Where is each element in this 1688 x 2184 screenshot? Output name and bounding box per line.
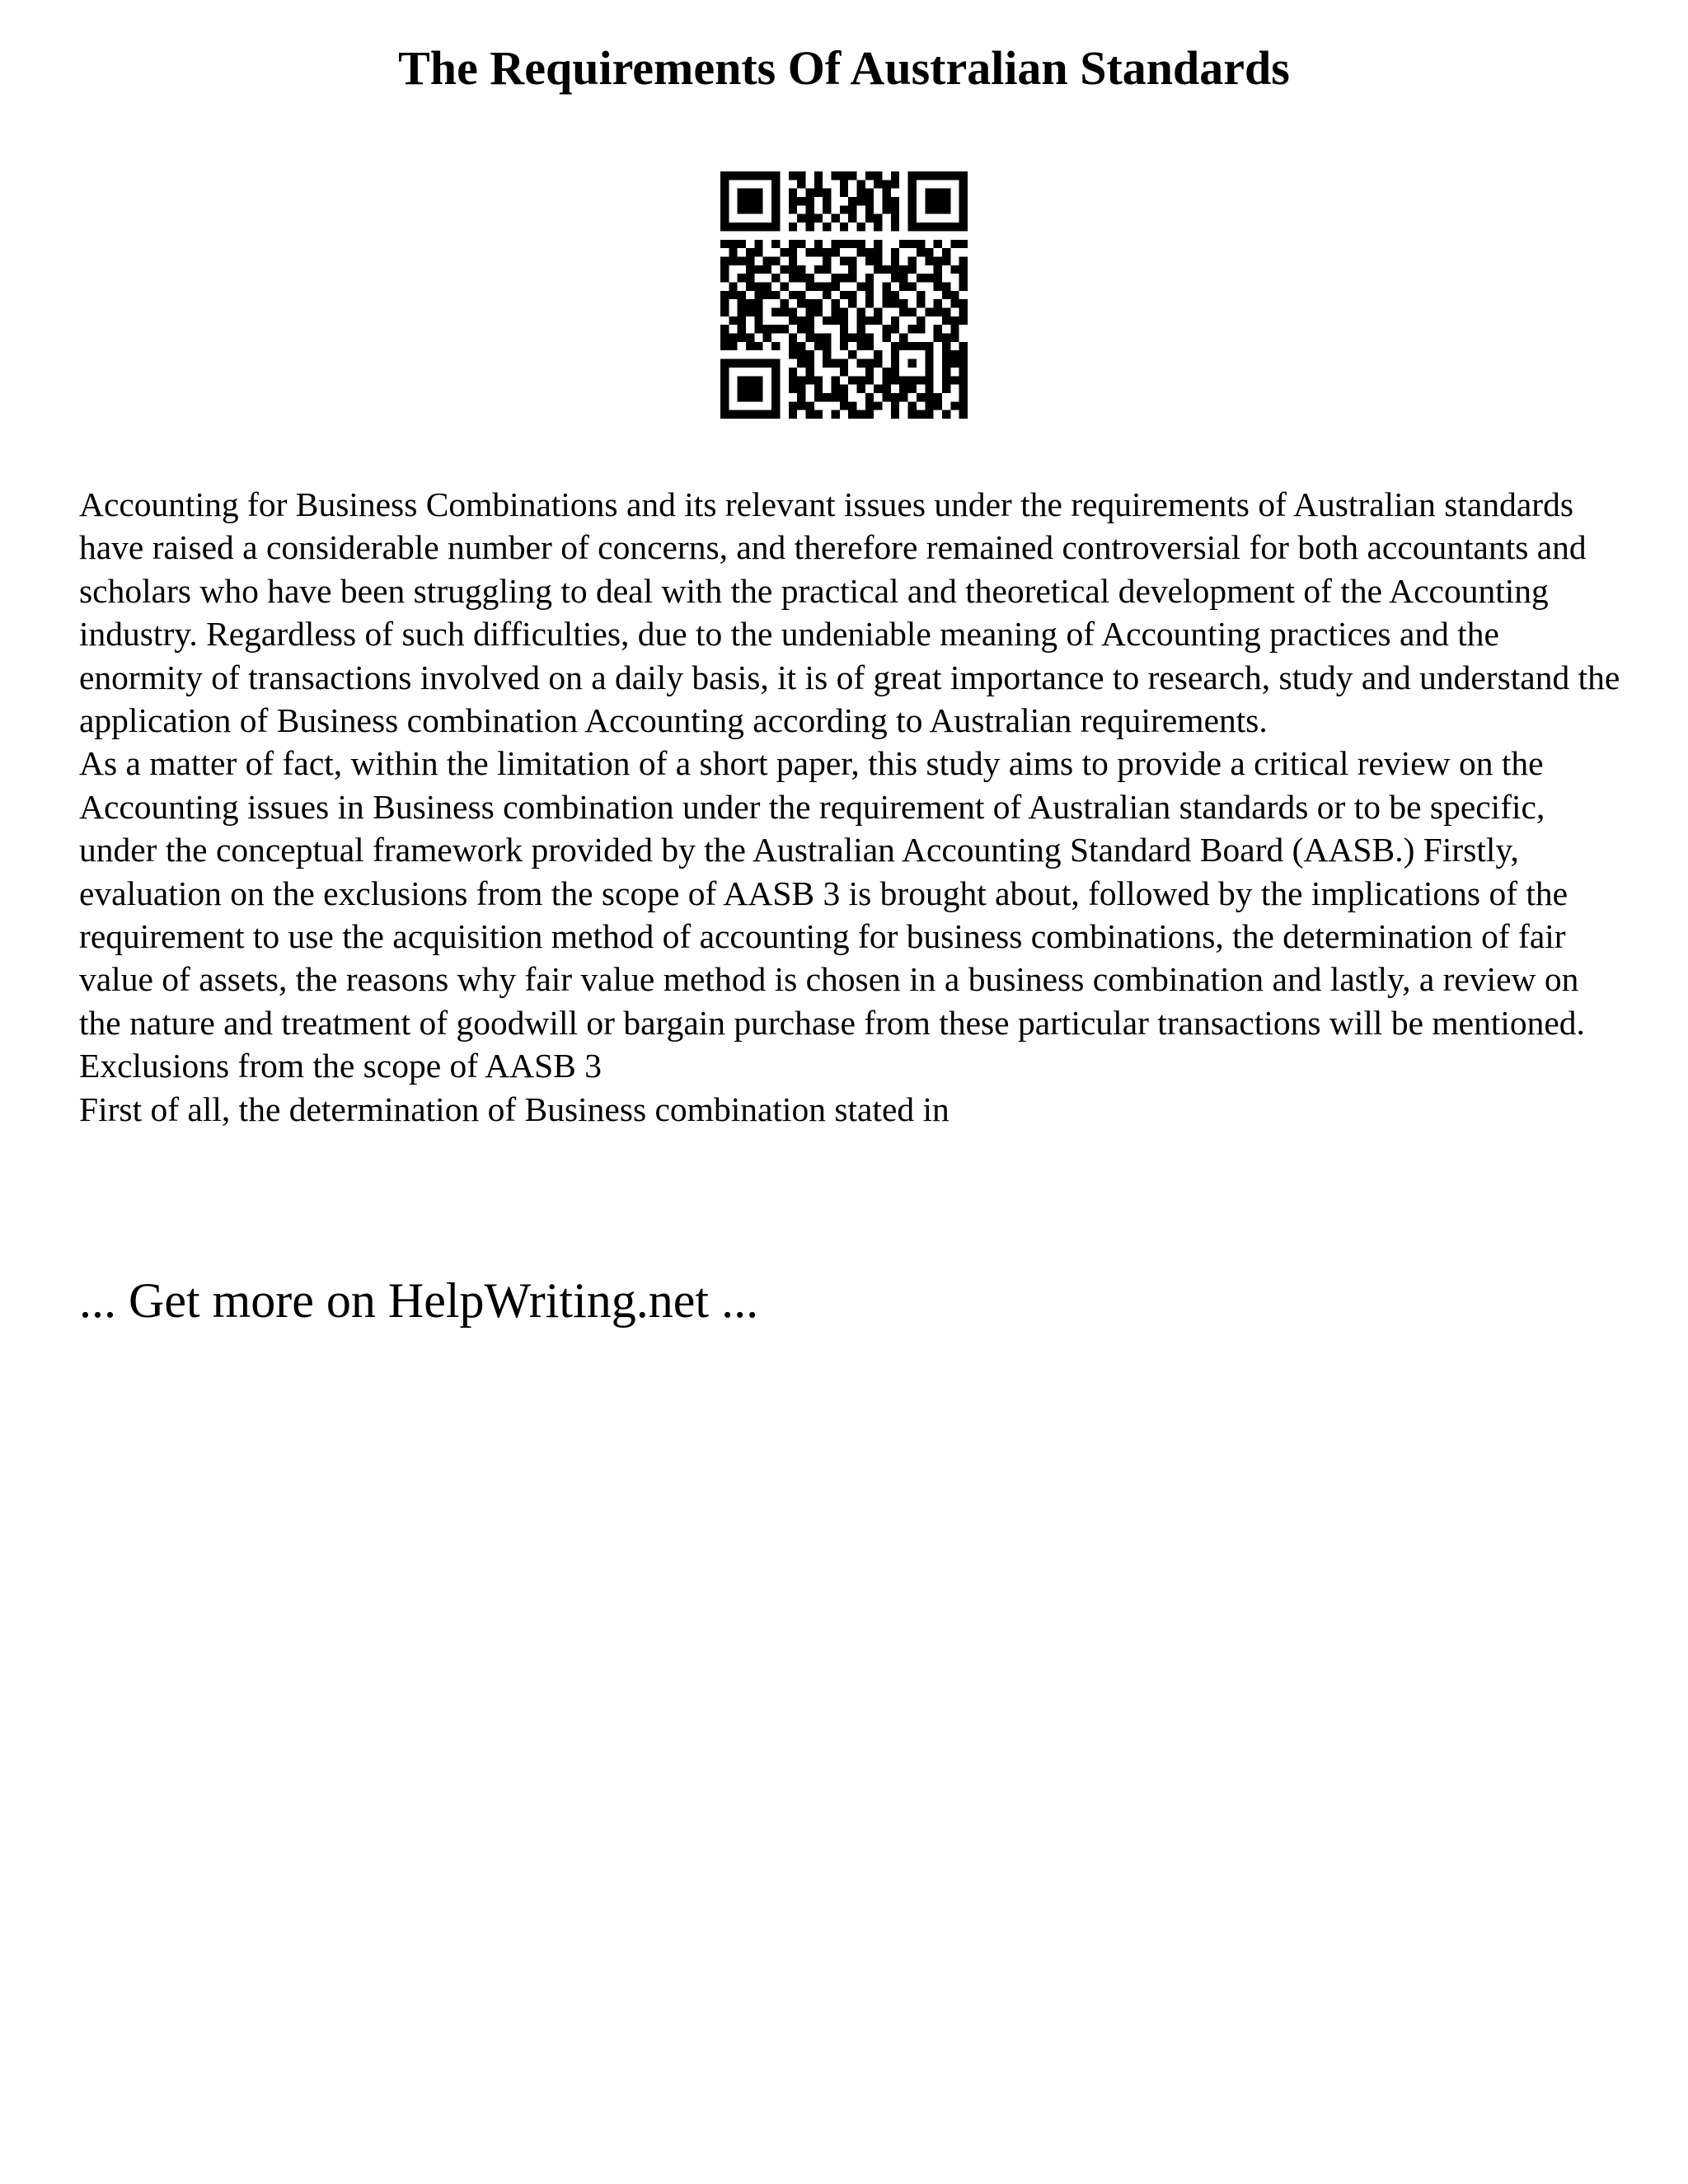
paragraph-first-of-all: First of all, the determination of Business combination stated in xyxy=(79,1090,950,1128)
qr-code[interactable] xyxy=(720,171,968,419)
paragraph-intro: Accounting for Business Combinations and its relevant issues under the requirements of Australian standards have raised a considerable number of concerns, and therefore remained controversial for both accountants and scholars who have been struggling to deal with the practical and theoretical development of the Accounting industry. Regardless of such difficulties, due to the undeniable meaning of Accounting practices and the enormity of transactions involved on a daily basis, it is of great importance to research, study and understand the application of Business combination Accounting according to Australian requirements. xyxy=(79,485,1620,740)
page-title: The Requirements Of Australian Standards xyxy=(398,41,1290,95)
get-more-link[interactable]: ... Get more on HelpWriting.net ... xyxy=(79,1273,759,1328)
article-body xyxy=(79,483,1629,1131)
qr-code-icon xyxy=(720,171,968,419)
section-heading-exclusions: Exclusions from the scope of AASB 3 xyxy=(79,1047,602,1085)
paragraph-scope: As a matter of fact, within the limitation of a short paper, this study aims to provide a critical review on the Accounting issues in Business combination under the requirement of Australian standards or to be specific, under the conceptual framework provided by the Australian Accounting Standard Board (AASB.) Firstly, evaluation on the exclusions from the scope of AASB 3 is brought about, followed by the implications of the requirement to use the acquisition method of accounting for business combinations, the determination of fair value of assets, the reasons why fair value method is chosen in a business combination and lastly, a review on the nature and treatment of goodwill or bargain purchase from these particular transactions will be mentioned. xyxy=(79,744,1585,1042)
